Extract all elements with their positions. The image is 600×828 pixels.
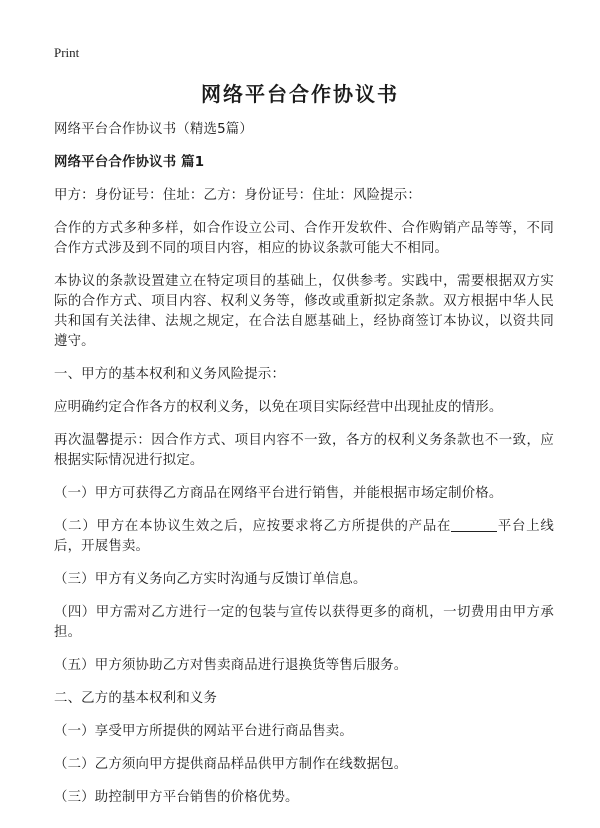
print-link[interactable]: Print — [54, 45, 80, 60]
parties-line: 甲方：身份证号：住址：乙方：身份证号：住址：风险提示： — [54, 188, 421, 203]
clause-a4: （四）甲方需对乙方进行一定的包装与宣传以获得更多的商机，一切费用由甲方承担。 — [54, 605, 554, 640]
paragraph-reminder: 再次温馨提示：因合作方式、项目内容不一致，各方的权利义务条款也不一致，应根据实际情况进行拟定。 — [54, 433, 554, 468]
clause-a2-before: （二）甲方在本协议生效之后，应按要求将乙方所提供的产品在 — [54, 519, 452, 534]
clause-a3: （三）甲方有义务向乙方实时沟通与反馈订单信息。 — [54, 572, 367, 587]
paragraph-cooperation: 合作的方式多种多样，如合作设立公司、合作开发软件、合作购销产品等等，不同合作方式涉及到不同的项目内容，相应的协议条款可能大不相同。 — [54, 221, 554, 256]
clause-a5: （五）甲方须协助乙方对售卖商品进行退换货等售后服务。 — [54, 658, 408, 673]
clause-a1: （一）甲方可获得乙方商品在网络平台进行销售，并能根据市场定制价格。 — [54, 486, 503, 501]
document-title: 网络平台合作协议书 — [201, 82, 399, 106]
clause-a2-after: 平台上线后，开展售卖。 — [54, 519, 554, 554]
heading-party-b: 二、乙方的基本权利和义务 — [54, 691, 218, 706]
clause-b1: （一）享受甲方所提供的网站平台进行商品售卖。 — [54, 724, 353, 739]
document-body — [54, 120, 554, 808]
clause-b2: （二）乙方须向甲方提供商品样品供甲方制作在线数据包。 — [54, 757, 408, 772]
section-heading: 网络平台合作协议书 篇1 — [54, 155, 205, 170]
paragraph-terms: 本协议的条款设置建立在特定项目的基础上，仅供参考。实践中，需要根据双方实际的合作方式、项目内容、权利义务等，修改或重新拟定条款。双方根据中华人民共和国有关法律、法规之规定，在合法自愿基础上，经协商签订本协议，以资共同遵守。 — [54, 274, 554, 349]
clause-a2 — [54, 517, 554, 557]
document-subtitle: 网络平台合作协议书（精选5篇） — [54, 122, 253, 137]
heading-party-a: 一、甲方的基本权利和义务风险提示： — [54, 367, 286, 382]
paragraph-clarify: 应明确约定合作各方的权利义务，以免在项目实际经营中出现扯皮的情形。 — [54, 400, 503, 415]
clause-b3: （三）助控制甲方平台销售的价格优势。 — [54, 790, 299, 805]
fill-in-blank — [451, 517, 497, 532]
